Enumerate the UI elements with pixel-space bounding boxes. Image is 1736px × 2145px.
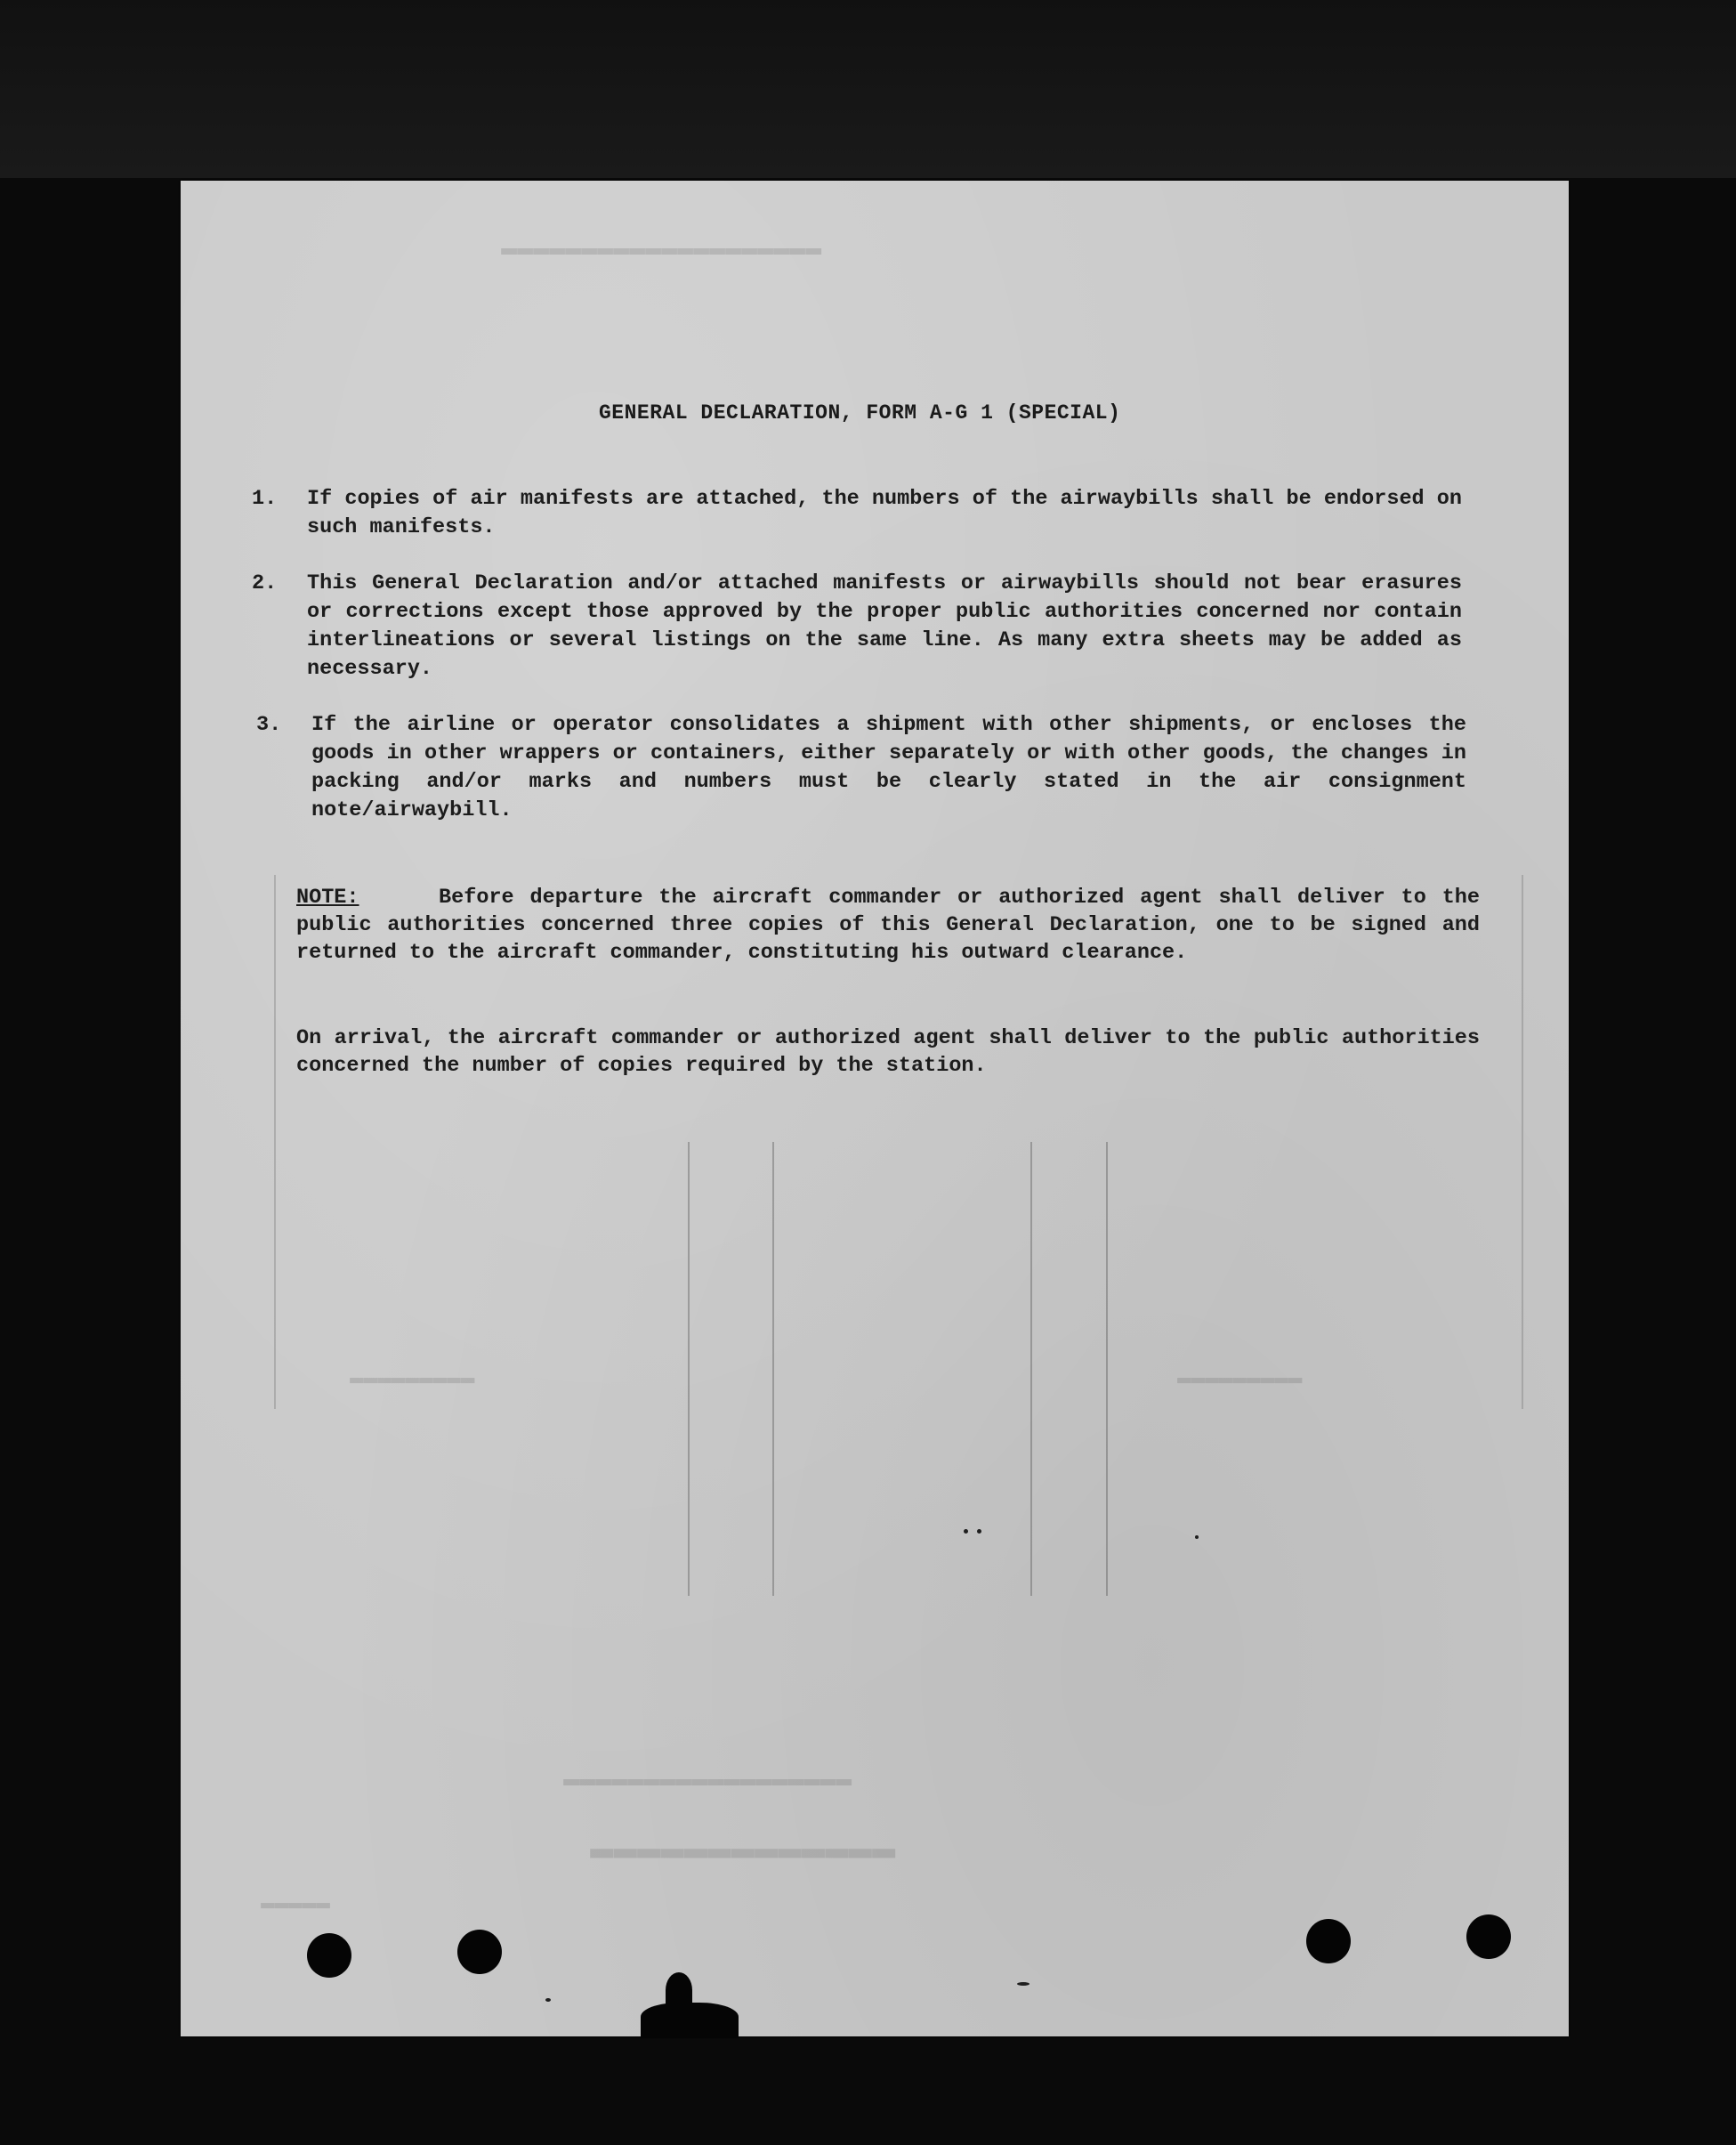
item-number: 3.: [256, 713, 282, 737]
ghost-bleed-text: ▬▬▬▬▬▬▬▬▬: [350, 1364, 475, 1391]
instruction-item-2: [252, 570, 1462, 684]
ink-speck: [964, 1529, 968, 1534]
item-text: This General Declaration and/or attached manifests or airwaybills should not bear erasures or corrections except those approved by the proper public authorities concerned nor contain interlineations or several listings on the same line. As many extra sheets may be added as necessary.: [307, 571, 1462, 681]
item-text: If the airline or operator consolidates a shipment with other shipments, or encloses the goods in other wrappers or containers, either separately or with other goods, the changes in packing and/or marks and numbers must be clearly stated in the air consignment note/airwaybill.: [311, 713, 1466, 822]
ink-speck: [977, 1529, 981, 1534]
ink-speck: [545, 1998, 551, 2002]
ghost-column-line: [772, 1142, 774, 1596]
item-number: 1.: [252, 487, 278, 511]
ghost-bleed-text: ▬▬▬▬▬▬▬▬▬▬▬▬▬▬▬▬▬▬: [563, 1765, 852, 1795]
item-number: 2.: [252, 571, 278, 595]
ghost-column-line: [1030, 1142, 1032, 1596]
torn-edge: [641, 2003, 739, 2038]
note-paragraph-1: [296, 884, 1480, 967]
document-page: [181, 181, 1569, 2036]
ink-speck: [1195, 1535, 1199, 1539]
ghost-bleed-text: ▬▬▬▬▬▬▬▬▬: [1177, 1364, 1303, 1391]
ghost-bleed-text: ▬▬▬▬▬▬▬▬▬▬▬▬▬▬▬▬▬▬▬▬: [501, 234, 822, 264]
note-paragraph-2: [296, 1024, 1480, 1080]
instruction-item-3: [256, 711, 1466, 825]
ghost-column-line: [688, 1142, 690, 1596]
item-text: If copies of air manifests are attached, the numbers of the airwaybills shall be endorsed on such manifests.: [307, 487, 1462, 539]
punch-hole: [1306, 1919, 1351, 1963]
form-title: GENERAL DECLARATION, FORM A-G 1 (SPECIAL): [599, 401, 1121, 425]
note-text-2: On arrival, the aircraft commander or authorized agent shall deliver to the public authorities concerned the number of copies required by the station.: [296, 1026, 1480, 1078]
scan-background: [0, 0, 1736, 178]
instruction-item-1: [252, 485, 1462, 542]
ghost-bleed-text: ▬▬▬▬▬: [261, 1890, 331, 1916]
ghost-column-line: [1106, 1142, 1108, 1596]
torn-edge: [666, 1972, 692, 2008]
punch-hole: [457, 1930, 502, 1974]
ink-speck: [1017, 1982, 1029, 1986]
note-text-1: Before departure the aircraft commander or authorized agent shall deliver to the public authorities concerned three copies of this General Declaration, one to be signed and returned to the aircraft commander, constituting his outward clearance.: [296, 886, 1481, 965]
punch-hole: [307, 1933, 351, 1978]
note-label: NOTE:: [296, 886, 359, 910]
punch-hole: [1466, 1914, 1511, 1959]
ghost-bleed-text: ▬▬▬▬▬▬▬▬▬▬▬▬▬: [590, 1827, 896, 1872]
